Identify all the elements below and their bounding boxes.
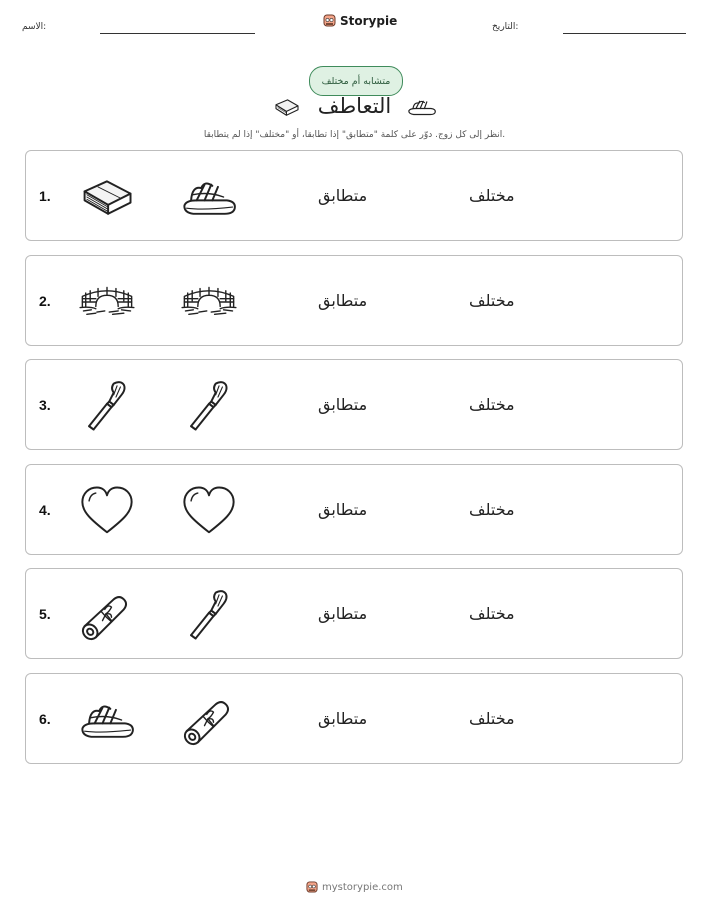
option-different[interactable]: مختلف (469, 186, 515, 205)
sandal-icon (181, 169, 237, 225)
row-number: 5. (39, 605, 51, 622)
footer-site[interactable]: mystorypie.com (322, 881, 403, 893)
chisel-icon (181, 378, 237, 434)
page-title: التعاطف (317, 94, 392, 118)
scroll-icon (181, 692, 237, 748)
category-badge: متشابه أم مختلف (309, 66, 403, 96)
option-same[interactable]: متطابق (318, 291, 368, 310)
option-same[interactable]: متطابق (318, 500, 368, 519)
option-same[interactable]: متطابق (318, 709, 368, 728)
bridge-icon (181, 274, 237, 330)
exercise-row-3 (25, 359, 683, 450)
option-different[interactable]: مختلف (469, 395, 515, 414)
footer (306, 880, 403, 894)
row-number: 3. (39, 396, 51, 413)
sandal-icon (79, 692, 135, 748)
book-icon (79, 169, 135, 225)
option-same[interactable]: متطابق (318, 186, 368, 205)
name-line[interactable] (100, 33, 255, 34)
date-line[interactable] (563, 33, 686, 34)
name-label: الاسم: (22, 22, 47, 32)
option-same[interactable]: متطابق (318, 604, 368, 623)
option-different[interactable]: مختلف (469, 604, 515, 623)
heart-icon (181, 483, 237, 539)
brand (323, 13, 397, 28)
row-number: 6. (39, 710, 51, 727)
option-different[interactable]: مختلف (469, 709, 515, 728)
brand-name: Storypie (340, 13, 398, 28)
exercise-row-6 (25, 673, 683, 764)
exercise-row-4 (25, 464, 683, 555)
chisel-icon (79, 378, 135, 434)
option-different[interactable]: مختلف (469, 500, 515, 519)
row-number: 2. (39, 292, 51, 309)
date-label: التاريخ: (492, 22, 519, 32)
option-same[interactable]: متطابق (318, 395, 368, 414)
heart-icon (79, 483, 135, 539)
exercise-row-1 (25, 150, 683, 241)
exercise-row-5 (25, 568, 683, 659)
row-number: 1. (39, 187, 51, 204)
bridge-icon (79, 274, 135, 330)
option-different[interactable]: مختلف (469, 291, 515, 310)
scroll-icon (79, 587, 135, 643)
row-number: 4. (39, 501, 51, 518)
storypie-logo-icon (306, 880, 318, 894)
storypie-logo-icon (323, 13, 336, 28)
chisel-icon (181, 587, 237, 643)
instructions: انظر إلى كل زوج. دوّر على كلمة "متطابق" إذا تطابقا، أو "مختلف" إذا لم يتطابقا. (203, 130, 506, 140)
exercise-row-2 (25, 255, 683, 346)
sandal-icon (407, 96, 437, 118)
